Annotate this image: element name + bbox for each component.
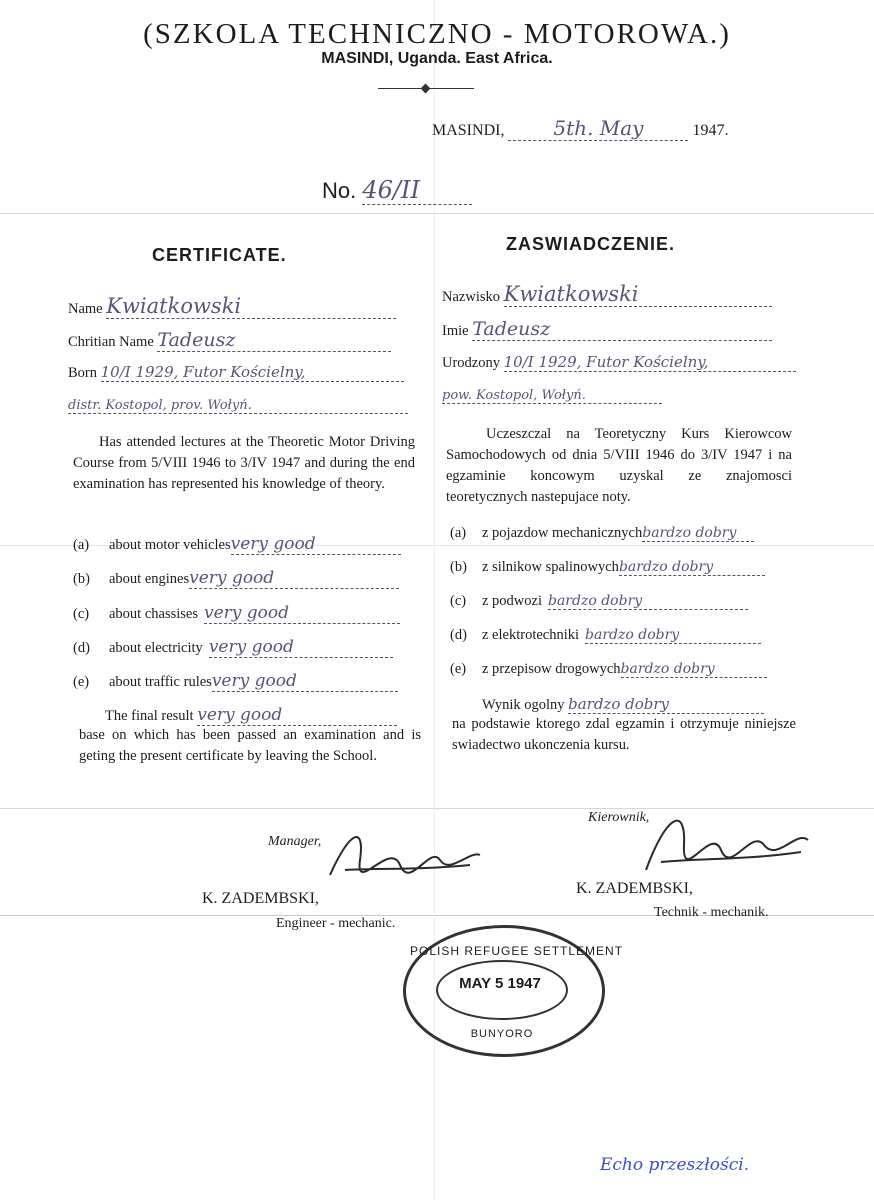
en-subject-grade: very good xyxy=(209,637,393,658)
en-subject-letter: (c) xyxy=(73,606,90,622)
en-final-row xyxy=(105,705,397,726)
pl-born-row xyxy=(442,353,796,372)
pl-subject-label: z podwozi xyxy=(482,593,542,609)
pl-subject-letter: (a) xyxy=(450,525,467,541)
number-value: 46/II xyxy=(362,176,472,205)
en-subject-letter: (b) xyxy=(73,571,90,587)
en-subject-e xyxy=(73,671,398,692)
en-subject-a xyxy=(73,534,401,555)
pl-closing: na podstawie ktorego zdal egzamin i otrzymuje niniejsze swiadectwo ukonczenia kursu. xyxy=(452,716,796,753)
en-subject-c xyxy=(73,603,400,624)
zaswiadczenie-heading: ZASWIADCZENIE. xyxy=(506,234,675,254)
en-final-value: very good xyxy=(197,705,397,726)
right-signer-name: K. ZADEMBSKI, xyxy=(576,880,693,897)
date-handwritten: 5th. May xyxy=(508,116,688,141)
en-christian-value: Tadeusz xyxy=(157,329,391,352)
en-final-label: The final result xyxy=(105,708,194,724)
en-subject-grade: very good xyxy=(189,568,399,589)
pl-name-label: Nazwisko xyxy=(442,289,500,305)
date-year: 1947. xyxy=(692,122,729,139)
en-subject-grade: very good xyxy=(204,603,400,624)
pl-subject-label: z pojazdow mechanicznych xyxy=(482,525,643,541)
pl-paragraph: Uczeszczal na Teoretyczny Kurs Kierowcow Samochodowych od dnia 5/VIII 1946 do 3/IV 1947 i na egzaminie koncowym uzyskal ze znajomosci teoretycznych nastepujace noty. xyxy=(446,426,792,505)
pl-final-label: Wynik ogolny xyxy=(482,697,565,713)
school-location: MASINDI, Uganda. East Africa. xyxy=(321,50,553,67)
pl-born-value: 10/I 1929, Futor Kościelny, xyxy=(504,353,796,372)
pl-first-value: Tadeusz xyxy=(472,318,772,341)
handwritten-note: Echo przeszłości. xyxy=(600,1155,750,1175)
en-subject-label: about electricity xyxy=(109,640,203,656)
certificate-number xyxy=(322,176,472,205)
en-subject-letter: (d) xyxy=(73,640,90,656)
pl-subject-grade: bardzo dobry xyxy=(585,627,761,644)
en-subject-grade: very good xyxy=(231,534,401,555)
date-line xyxy=(432,116,728,141)
en-subject-b xyxy=(73,568,399,589)
en-subject-label: about chassises xyxy=(109,606,198,622)
pl-first-row xyxy=(442,318,772,341)
pl-born-value2: pow. Kostopol, Wołyń. xyxy=(442,388,662,404)
pl-final-value: bardzo dobry xyxy=(568,695,764,714)
en-christian-row xyxy=(68,329,391,352)
pl-subject-label: z przepisow drogowych xyxy=(482,661,621,677)
en-subject-letter: (e) xyxy=(73,674,90,690)
en-subject-letter: (a) xyxy=(73,537,90,553)
pl-subject-letter: (b) xyxy=(450,559,467,575)
pl-subject-e xyxy=(450,661,767,678)
en-born-value: 10/I 1929, Futor Kościelny, xyxy=(101,363,404,382)
kierownik-signature xyxy=(636,800,816,880)
right-signer-title: Technik - mechanik. xyxy=(654,905,769,920)
en-name-value: Kwiatkowski xyxy=(106,294,396,319)
en-born-row xyxy=(68,363,404,382)
pl-subject-a xyxy=(450,525,754,542)
certificate-heading: CERTIFICATE. xyxy=(152,245,287,265)
pl-subject-c xyxy=(450,593,748,610)
en-subject-label: about motor vehicles xyxy=(109,537,231,553)
en-born-value2: distr. Kostopol, prov. Wołyń. xyxy=(68,398,408,414)
en-subject-d xyxy=(73,637,393,658)
en-closing: base on which has been passed an examination and is geting the present certificate by leaving the School. xyxy=(79,727,421,764)
stamp-bottom-text: BUNYORO xyxy=(470,1028,534,1040)
date-place: MASINDI, xyxy=(432,122,505,139)
pl-subject-grade: bardzo dobry xyxy=(619,559,765,576)
left-signer-title: Engineer - mechanic. xyxy=(276,916,396,931)
school-name: (SZKOLA TECHNICZNO - MOTOROWA.) xyxy=(143,18,731,50)
pl-born-row2 xyxy=(442,387,662,404)
en-born-row2 xyxy=(68,397,408,414)
pl-subject-grade: bardzo dobry xyxy=(621,661,767,678)
manager-label: Manager, xyxy=(268,834,322,849)
pl-first-label: Imie xyxy=(442,323,469,339)
pl-subject-label: z elektrotechniki xyxy=(482,627,580,643)
en-subject-grade: very good xyxy=(212,671,398,692)
pl-subject-letter: (c) xyxy=(450,593,467,609)
left-signer-name: K. ZADEMBSKI, xyxy=(202,890,319,907)
pl-name-value: Kwiatkowski xyxy=(504,282,772,307)
en-subject-label: about traffic rules xyxy=(109,674,212,690)
pl-subject-label: z silnikow spalinowych xyxy=(482,559,619,575)
en-christian-label: Chritian Name xyxy=(68,334,154,350)
pl-subject-letter: (d) xyxy=(450,627,467,643)
number-label: No. xyxy=(322,178,357,203)
pl-final-row xyxy=(482,695,764,714)
kierownik-label: Kierownik, xyxy=(588,810,650,825)
manager-signature xyxy=(320,820,490,890)
pl-subject-b xyxy=(450,559,765,576)
en-subject-label: about engines xyxy=(109,571,190,587)
pl-born-label: Urodzony xyxy=(442,355,500,371)
en-born-label: Born xyxy=(68,365,97,381)
stamp-date: MAY 5 1947 xyxy=(459,975,541,992)
pl-subject-d xyxy=(450,627,761,644)
en-name-label: Name xyxy=(68,301,103,317)
en-paragraph: Has attended lectures at the Theoretic Motor Driving Course from 5/VIII 1946 to 3/IV 1947 and during the end examination has represented his knowledge of theory. xyxy=(73,434,415,492)
ornament-diamond xyxy=(421,84,431,94)
pl-subject-grade: bardzo dobry xyxy=(548,593,748,610)
en-name-row xyxy=(68,294,396,319)
stamp-top-text: POLISH REFUGEE SETTLEMENT xyxy=(410,944,624,958)
pl-subject-letter: (e) xyxy=(450,661,467,677)
pl-subject-grade: bardzo dobry xyxy=(642,525,754,542)
pl-name-row xyxy=(442,282,772,307)
